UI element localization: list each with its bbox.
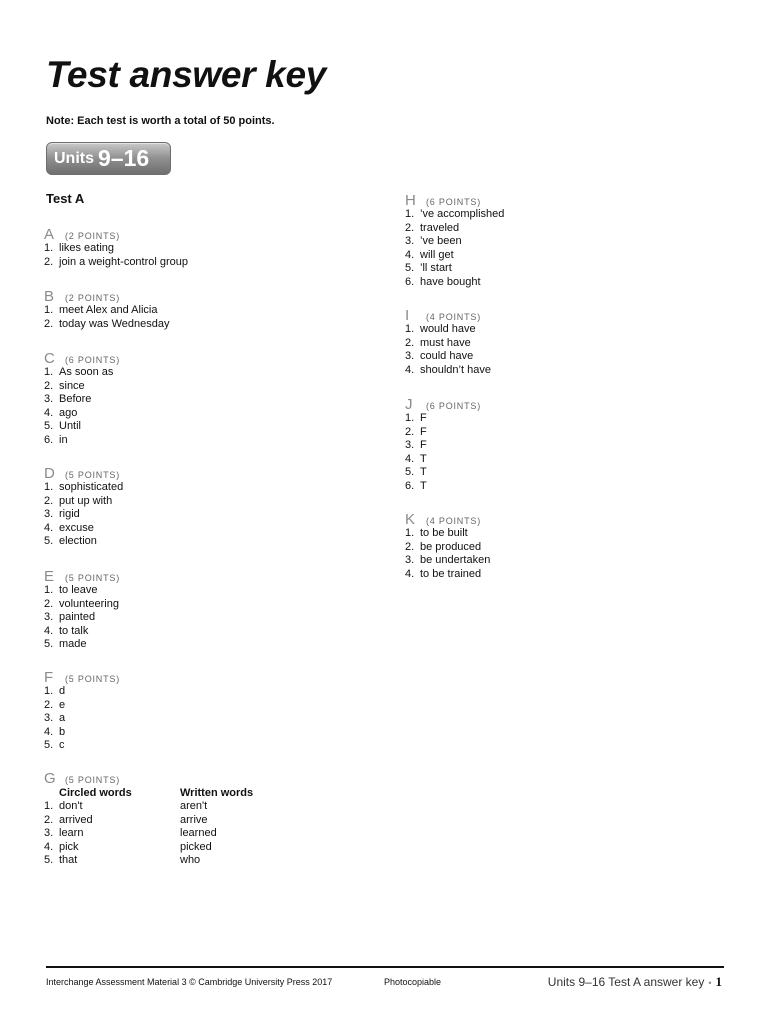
- answer-item: 4. b: [44, 725, 66, 738]
- section-letter: F: [44, 669, 54, 686]
- answer-item: 3. ’ve been: [405, 235, 462, 247]
- answer-item: 1. ’ve accomplished: [405, 208, 505, 220]
- section-points: (5 POINTS): [65, 470, 121, 480]
- answer-item: 5. made: [44, 638, 87, 650]
- section-points: (4 POINTS): [426, 312, 482, 322]
- answer-item: 2. F: [405, 425, 427, 438]
- answer-item: 3. could have: [405, 350, 474, 362]
- section-letter: D: [44, 465, 55, 482]
- column-headers: [44, 786, 253, 800]
- page-number: 1: [715, 974, 722, 989]
- section-points: (6 POINTS): [426, 401, 482, 411]
- answer-item: 6. in: [44, 433, 68, 446]
- table-row: 3. learn learned: [44, 827, 217, 839]
- section-points: (5 POINTS): [65, 674, 121, 684]
- section-points: (2 POINTS): [65, 293, 121, 303]
- answer-item: 5. election: [44, 535, 97, 547]
- section-points: (5 POINTS): [65, 775, 121, 785]
- table-row: 1. don't aren't: [44, 800, 208, 812]
- section-c: [44, 350, 120, 447]
- answer-item: 6. have bought: [405, 275, 481, 288]
- answer-item: 1. F: [405, 412, 427, 424]
- section-points: (2 POINTS): [65, 231, 121, 241]
- answer-item: 4. to talk: [44, 624, 89, 637]
- answer-item: 3. painted: [44, 611, 96, 623]
- answer-item: 1. d: [44, 685, 66, 697]
- section-letter: G: [44, 770, 56, 787]
- footer-separator: •: [708, 978, 712, 988]
- section-e: [44, 568, 120, 652]
- answer-item: 4. will get: [405, 248, 454, 261]
- section-letter: E: [44, 568, 55, 585]
- section-letter: C: [44, 350, 55, 367]
- section-letter: A: [44, 226, 55, 243]
- table-row: 2. arrived arrive: [44, 813, 208, 826]
- answer-item: 1. to leave: [44, 584, 98, 596]
- answer-item: 5. Until: [44, 420, 82, 432]
- section-k: [405, 511, 490, 581]
- section-j: [405, 396, 481, 493]
- answer-item: 5. c: [44, 739, 65, 751]
- section-i: [405, 307, 491, 377]
- answer-item: 2. today was Wednesday: [44, 317, 170, 330]
- section-g: [44, 770, 253, 868]
- answer-item: 2. since: [44, 379, 85, 392]
- section-points: (6 POINTS): [65, 355, 121, 365]
- section-a: [44, 226, 188, 269]
- answer-item: 2. be produced: [405, 540, 482, 553]
- footer-section-title: Units 9–16 Test A answer key: [547, 975, 705, 989]
- footer-photocopiable: Photocopiable: [384, 977, 442, 987]
- section-h: [405, 192, 504, 289]
- answer-item: 5. T: [405, 466, 427, 478]
- section-b: [44, 288, 169, 331]
- answer-item: 2. join a weight-control group: [44, 255, 189, 268]
- answer-item: 2. volunteering: [44, 597, 119, 610]
- footer-page-info: [548, 974, 722, 990]
- section-points: (6 POINTS): [426, 197, 482, 207]
- answer-item: 3. be undertaken: [405, 554, 491, 566]
- section-f: [44, 669, 120, 753]
- answer-item: 3. a: [44, 712, 66, 724]
- footer-divider: [46, 966, 724, 968]
- answer-item: 4. ago: [44, 406, 78, 419]
- written-words-header: Written words: [180, 787, 254, 799]
- section-points: (5 POINTS): [65, 573, 121, 583]
- footer-copyright: Interchange Assessment Material 3 © Cambridge University Press 2017: [46, 977, 333, 987]
- answer-item: 3. F: [405, 439, 427, 451]
- answer-item: 3. Before: [44, 393, 92, 405]
- answer-item: 1. As soon as: [44, 366, 114, 378]
- section-letter: K: [405, 511, 416, 528]
- units-badge-prefix: Units: [54, 149, 94, 167]
- answer-item: 6. T: [405, 479, 427, 492]
- answer-item: 1. would have: [405, 323, 476, 335]
- units-badge-range: 9–16: [98, 145, 150, 171]
- answer-item: 2. must have: [405, 336, 471, 349]
- answer-item: 1. likes eating: [44, 242, 115, 254]
- answer-item: 4. to be trained: [405, 567, 482, 580]
- table-row: 4. pick picked: [44, 840, 212, 853]
- answer-item: 4. excuse: [44, 521, 94, 534]
- answer-item: 3. rigid: [44, 508, 80, 520]
- answer-item: 2. traveled: [405, 221, 460, 234]
- note: Note: Each test is worth a total of 50 points.: [46, 115, 275, 127]
- section-letter: I: [405, 307, 410, 324]
- section-letter: B: [44, 288, 55, 305]
- answer-item: 2. e: [44, 698, 66, 711]
- units-badge: [46, 142, 171, 175]
- table-row: 5. that who: [44, 854, 201, 866]
- answer-item: 4. T: [405, 452, 427, 465]
- answer-item: 4. shouldn’t have: [405, 363, 491, 376]
- answer-item: 5. ’ll start: [405, 262, 452, 274]
- section-d: [44, 465, 123, 549]
- section-letter: H: [405, 192, 416, 209]
- circled-words-header: Circled words: [59, 787, 132, 799]
- section-points: (4 POINTS): [426, 516, 482, 526]
- answer-item: 1. meet Alex and Alicia: [44, 304, 158, 316]
- page-title: Test answer key: [46, 54, 327, 95]
- section-letter: J: [405, 396, 413, 413]
- answer-item: 1. sophisticated: [44, 481, 124, 493]
- answer-item: 2. put up with: [44, 494, 113, 507]
- answer-item: 1. to be built: [405, 527, 468, 539]
- test-label: Test A: [46, 191, 85, 206]
